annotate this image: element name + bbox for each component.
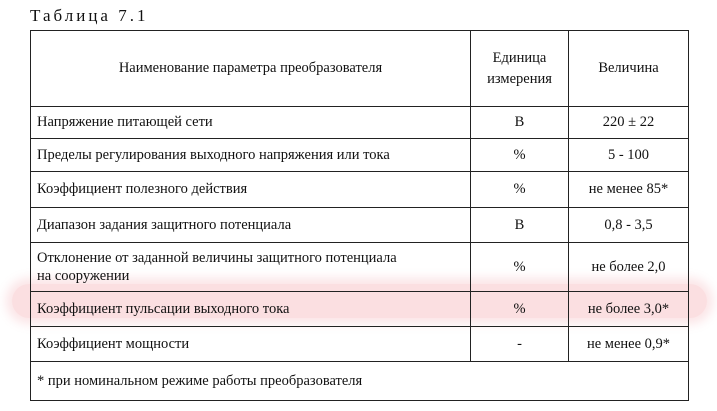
header-unit-line1: Единица [492, 49, 547, 66]
table-row [31, 107, 689, 139]
row-value: не более 3,0* [569, 292, 689, 327]
row-value: 5 - 100 [569, 139, 689, 172]
table-row [31, 208, 689, 243]
row-unit: % [471, 172, 569, 208]
table-row [31, 243, 689, 292]
row-value: не менее 0,9* [569, 327, 689, 362]
row-name [31, 243, 471, 292]
row-name: Коэффициент мощности [31, 327, 471, 362]
row-unit: В [471, 208, 569, 243]
table-row-highlighted [31, 292, 689, 327]
row-value: не менее 85* [569, 172, 689, 208]
row-value: 0,8 - 3,5 [569, 208, 689, 243]
header-name: Наименование параметра преобразователя [31, 31, 471, 107]
row-name-line1: Отклонение от заданной величины защитного потенциала [37, 250, 397, 266]
row-name: Пределы регулирования выходного напряжения или тока [31, 139, 471, 172]
footnote: * при номинальном режиме работы преобразователя [31, 362, 689, 401]
parameters-table [30, 30, 689, 401]
table-row [31, 172, 689, 208]
row-name: Коэффициент полезного действия [31, 172, 471, 208]
header-value: Величина [569, 31, 689, 107]
row-unit: % [471, 243, 569, 292]
header-unit [471, 31, 569, 107]
header-unit-line2: измерения [487, 70, 552, 87]
row-name-line2: на сооружении [37, 268, 130, 284]
row-unit: - [471, 327, 569, 362]
row-value: 220 ± 22 [569, 107, 689, 139]
row-unit: % [471, 139, 569, 172]
row-unit: % [471, 292, 569, 327]
footnote-row [31, 362, 689, 401]
table-caption: Таблица 7.1 [30, 6, 149, 25]
row-value: не более 2,0 [569, 243, 689, 292]
row-unit: В [471, 107, 569, 139]
table-row [31, 139, 689, 172]
row-name: Коэффициент пульсации выходного тока [31, 292, 471, 327]
table-header-row [31, 31, 689, 107]
table-row [31, 327, 689, 362]
row-name: Диапазон задания защитного потенциала [31, 208, 471, 243]
row-name: Напряжение питающей сети [31, 107, 471, 139]
